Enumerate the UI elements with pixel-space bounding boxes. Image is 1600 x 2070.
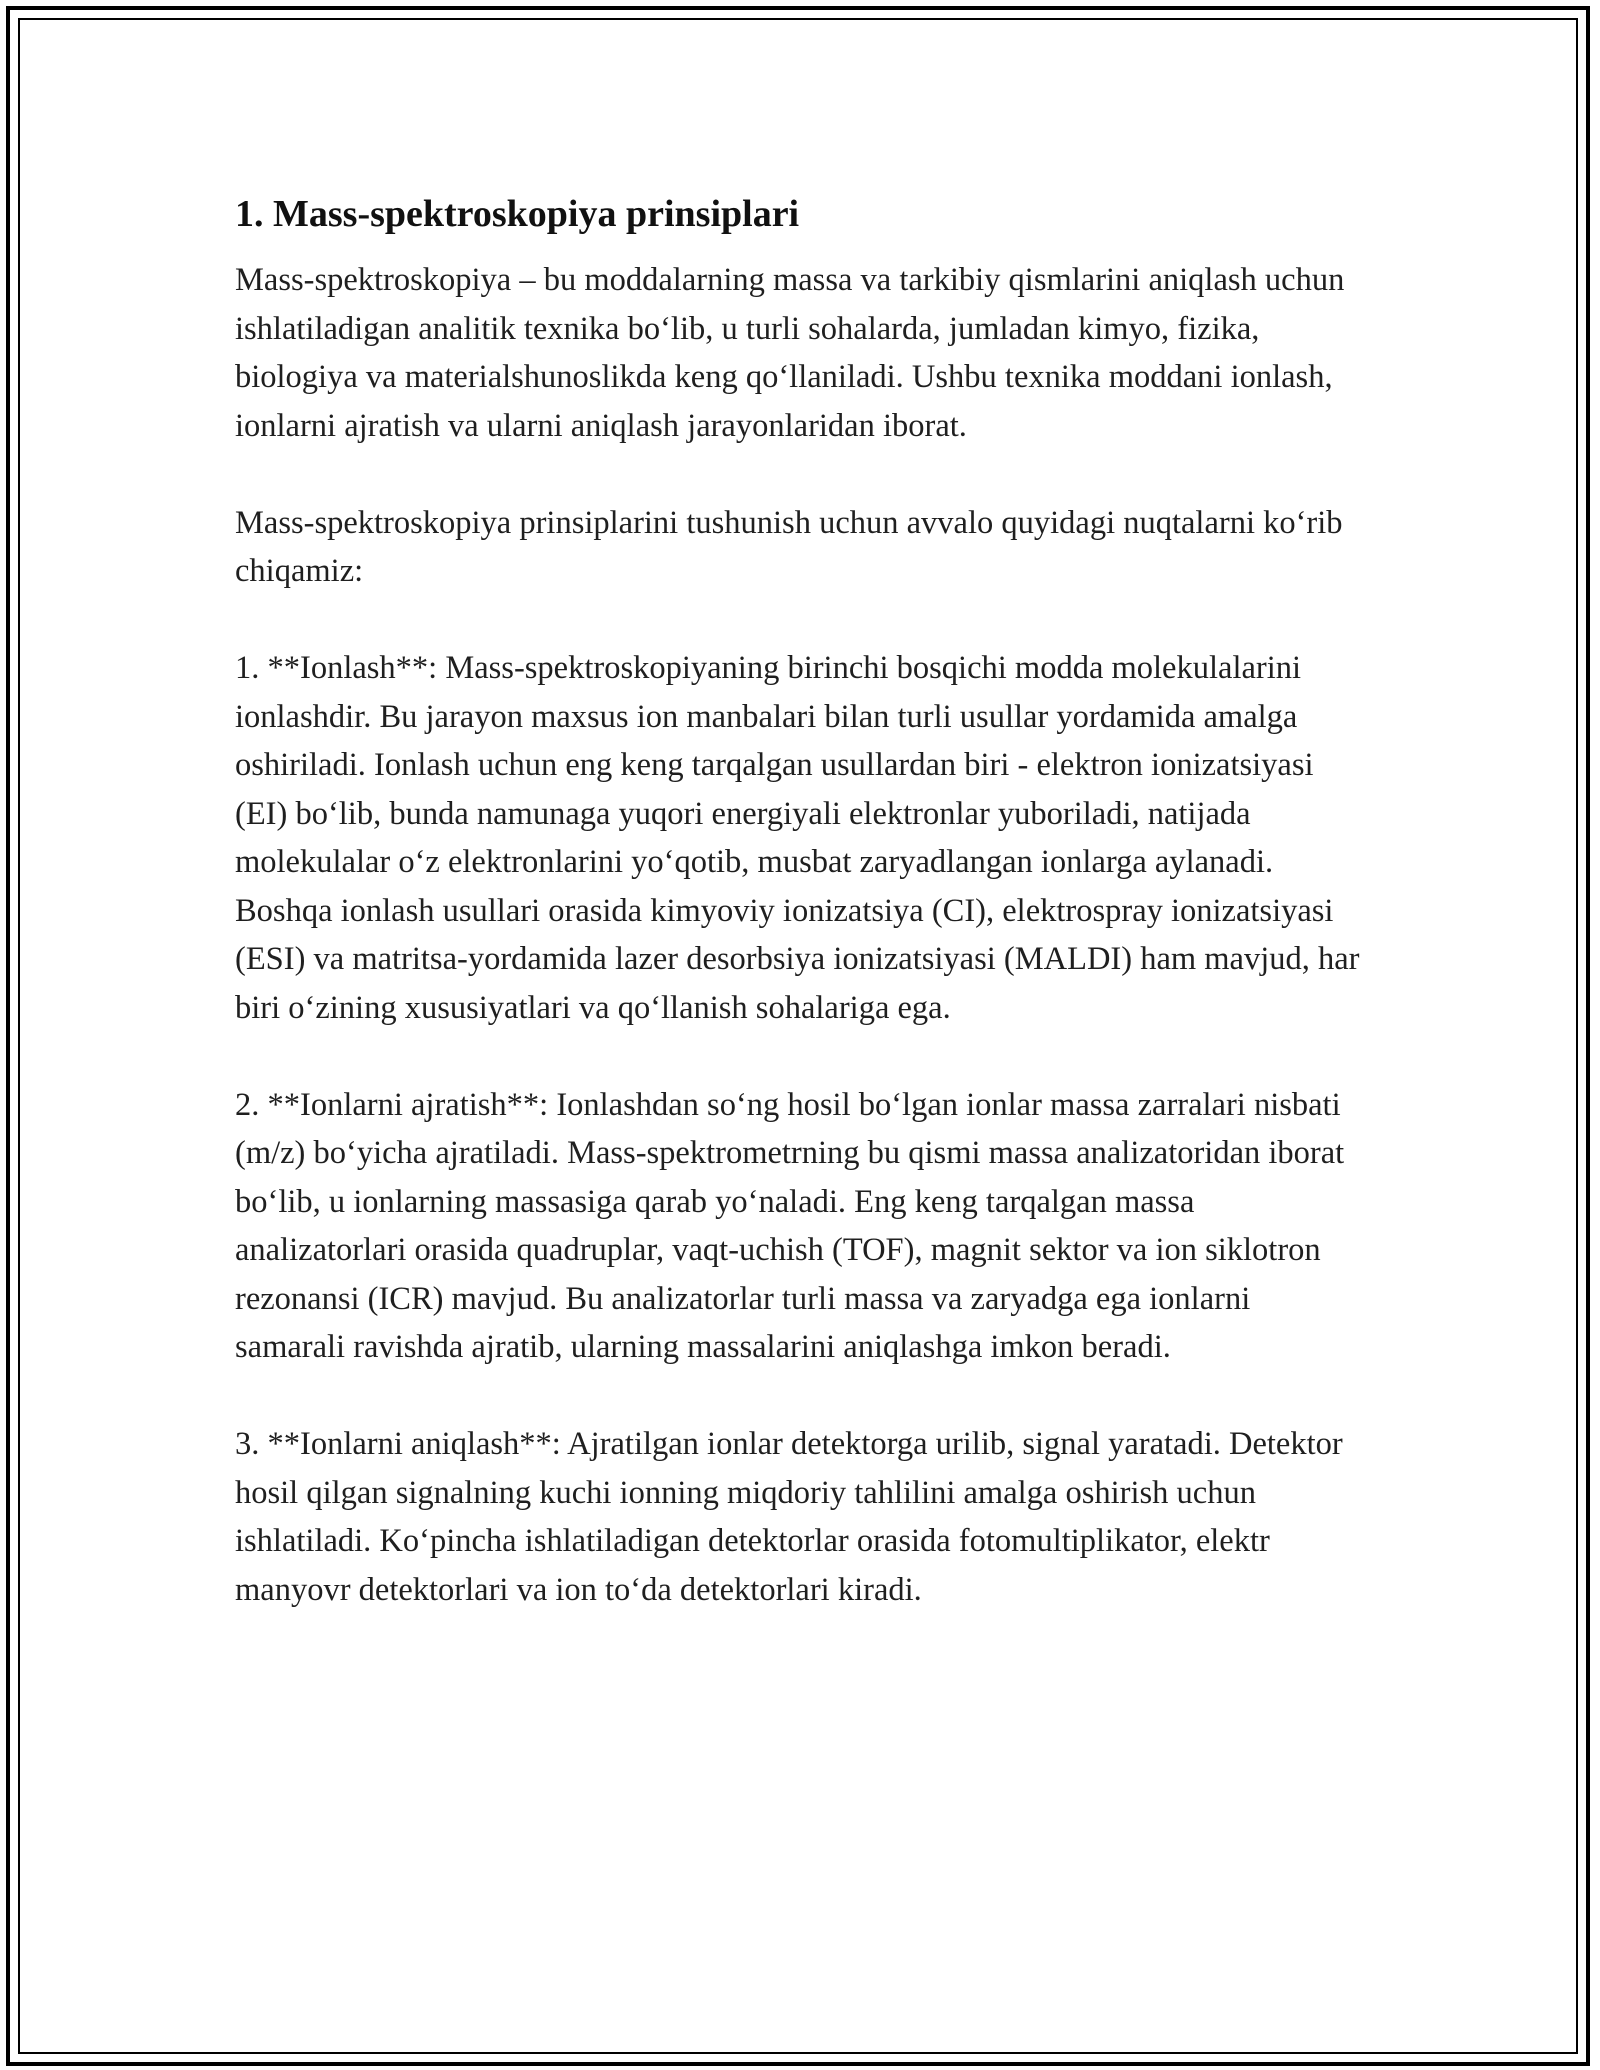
document-body bbox=[235, 188, 1365, 1663]
paragraph-overview: Mass-spektroskopiya prinsiplarini tushunish uchun avvalo quyidagi nuqtalarni ko‘rib chiqamiz: bbox=[235, 504, 1343, 589]
paragraph-intro: Mass-spektroskopiya – bu moddalarning massa va tarkibiy qismlarini aniqlash uchun ishlatiladigan analitik texnika bo‘lib, u turli sohalarda, jumladan kimyo, fizika, biologiya va materialshunoslikda keng qo‘llaniladi. Ushbu texnika moddani ionlash, ionlarni ajratish va ularni aniqlash jarayonlaridan iborat. bbox=[235, 262, 1345, 444]
paragraph-ion-separation: 2. **Ionlarni ajratish**: Ionlashdan so‘ng hosil bo‘lgan ionlar massa zarralari nisbati (m/z) bo‘yicha ajratiladi. Mass-spektrometrning bu qismi massa analizatoridan iborat bo‘lib, u ionlarning massasiga qarab yo‘naladi. Eng keng tarqalgan massa analizatorlari orasida quadruplar, vaqt-uchish (TOF), magnit sektor va ion siklotron rezonansi (ICR) mavjud. Bu analizatorlar turli massa va zaryadga ega ionlarni samarali ravishda ajratib, ularning massalarini aniqlashga imkon beradi. bbox=[235, 1086, 1345, 1365]
paragraph-ionization: 1. **Ionlash**: Mass-spektroskopiyaning birinchi bosqichi modda molekulalarini ionlashdir. Bu jarayon maxsus ion manbalari bilan turli usullar yordamida amalga oshiriladi. Ionlash uchun eng keng tarqalgan usullardan biri - elektron ionizatsiyasi (EI) bo‘lib, bunda namunaga yuqori energiyali elektronlar yuboriladi, natijada molekulalar o‘z elektronlarini yo‘qotib, musbat zaryadlangan ionlarga aylanadi. Boshqa ionlash usullari orasida kimyoviy ionizatsiya (CI), elektrospray ionizatsiyasi (ESI) va matritsa-yordamida lazer desorbsiya ionizatsiyasi (MALDI) ham mavjud, har biri o‘zining xususiyatlari va qo‘llanish sohalariga ega. bbox=[235, 650, 1360, 1026]
paragraph-ion-detection: 3. **Ionlarni aniqlash**: Ajratilgan ionlar detektorga urilib, signal yaratadi. Detektor hosil qilgan signalning kuchi ionning miqdoriy tahlilini amalga oshirish uchun ishlatiladi. Ko‘pincha ishlatiladigan detektorlar orasida fotomultiplikator, elektr manyovr detektorlari va ion to‘da detektorlari kiradi. bbox=[235, 1426, 1343, 1608]
section-heading: 1. Mass-spektroskopiya prinsiplari bbox=[235, 193, 800, 235]
